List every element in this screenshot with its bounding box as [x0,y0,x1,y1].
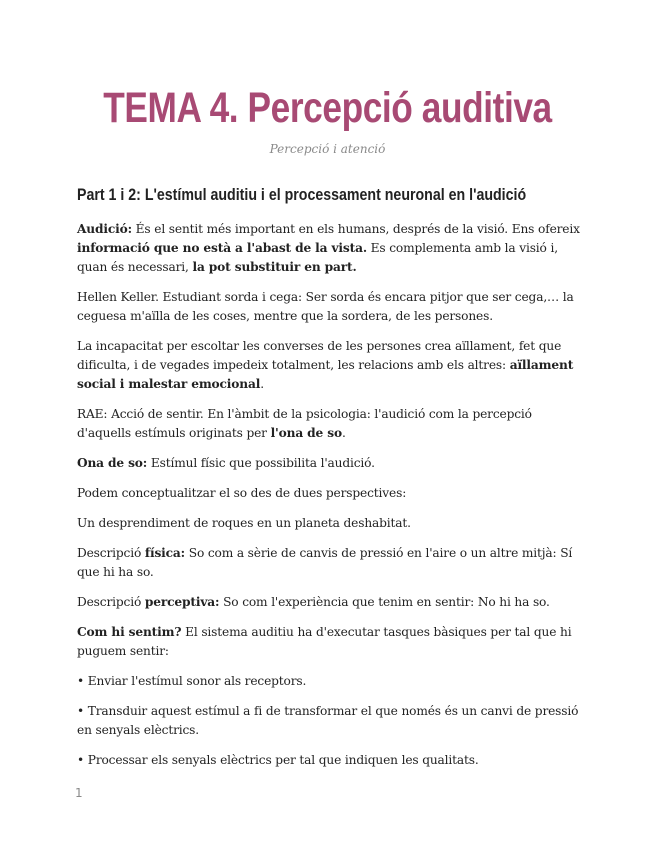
bullet-item: • Enviar l'estímul sonor als receptors. [77,674,307,688]
paragraph-text: . [341,426,346,440]
bold-term: Com hi sentim? [77,625,182,639]
paragraph-text: Descripció [77,546,145,560]
paragraph-text: RAE: Acció de sentir. En l'àmbit de la psicologia: l'audició com la percepció d'aquells estímuls originats per [77,407,532,440]
paragraph-incapacitat [77,337,582,394]
bold-term: Audició: [77,222,132,236]
section-heading: Part 1 i 2: L'estímul auditiu i el processament neuronal en l'audició [77,186,527,204]
paragraph-keller: Hellen Keller. Estudiant sorda i cega: Ser sorda és encara pitjor que ser cega,… la ceguesa m'aïlla de les coses, mentre que la sordera, de les persones. [77,290,574,323]
bullet-item: • Transduir aquest estímul a fi de transformar el que només és un canvi de pressió en senyals elèctrics. [77,704,579,737]
paragraph-descripcio-perceptiva [77,593,582,612]
bold-text: informació que no està a l'abast de la vista. [77,241,367,255]
paragraph-text: La incapacitat per escoltar les converses de les persones crea aïllament, fet que dificulta, i de vegades impedeix totalment, les relacions amb els altres: [77,339,562,372]
bold-text: la pot substituir en part. [192,260,357,274]
bold-term: perceptiva: [144,595,220,609]
paragraph-descripcio-fisica [77,544,582,582]
paragraph-text: El sistema auditiu ha d'executar tasques bàsiques per tal que hi puguem sentir: [77,625,572,658]
paragraph-com-hi-sentim [77,623,582,661]
paragraph-audicio [77,220,582,277]
page-number: 1 [75,786,83,800]
bold-text: aïllament social i malestar emocional [77,358,574,391]
bold-text: l'ona de so [270,426,342,440]
paragraph-text: So com a sèrie de canvis de pressió en l'aire o un altre mitjà: Sí que hi ha so. [77,546,573,579]
paragraph-text: És el sentit més important en els humans, després de la visió. Ens ofereix [131,222,580,236]
document-body [77,220,582,781]
paragraph-text: . [260,377,264,391]
paragraph-text: Es complementa amb la visió i, quan és necessari, [77,241,558,274]
bullet-item: • Processar els senyals elèctrics per tal que indiquen les qualitats. [77,753,479,767]
document-subtitle: Percepció i atenció [269,142,386,156]
paragraph-text: Descripció [77,595,145,609]
paragraph-text: So com l'experiència que tenim en sentir: No hi ha so. [219,595,550,609]
bold-term: Ona de so: [77,456,148,470]
document-title: TEMA 4. Percepció auditiva [103,84,552,132]
paragraph-text: Estímul físic que possibilita l'audició. [147,456,375,470]
paragraph-perspectives: Podem conceptualitzar el so des de dues perspectives: [77,486,407,500]
paragraph-rae [77,405,582,443]
paragraph-example: Un desprendiment de roques en un planeta deshabitat. [77,516,411,530]
bold-term: física: [144,546,186,560]
paragraph-ona-de-so [77,454,582,473]
